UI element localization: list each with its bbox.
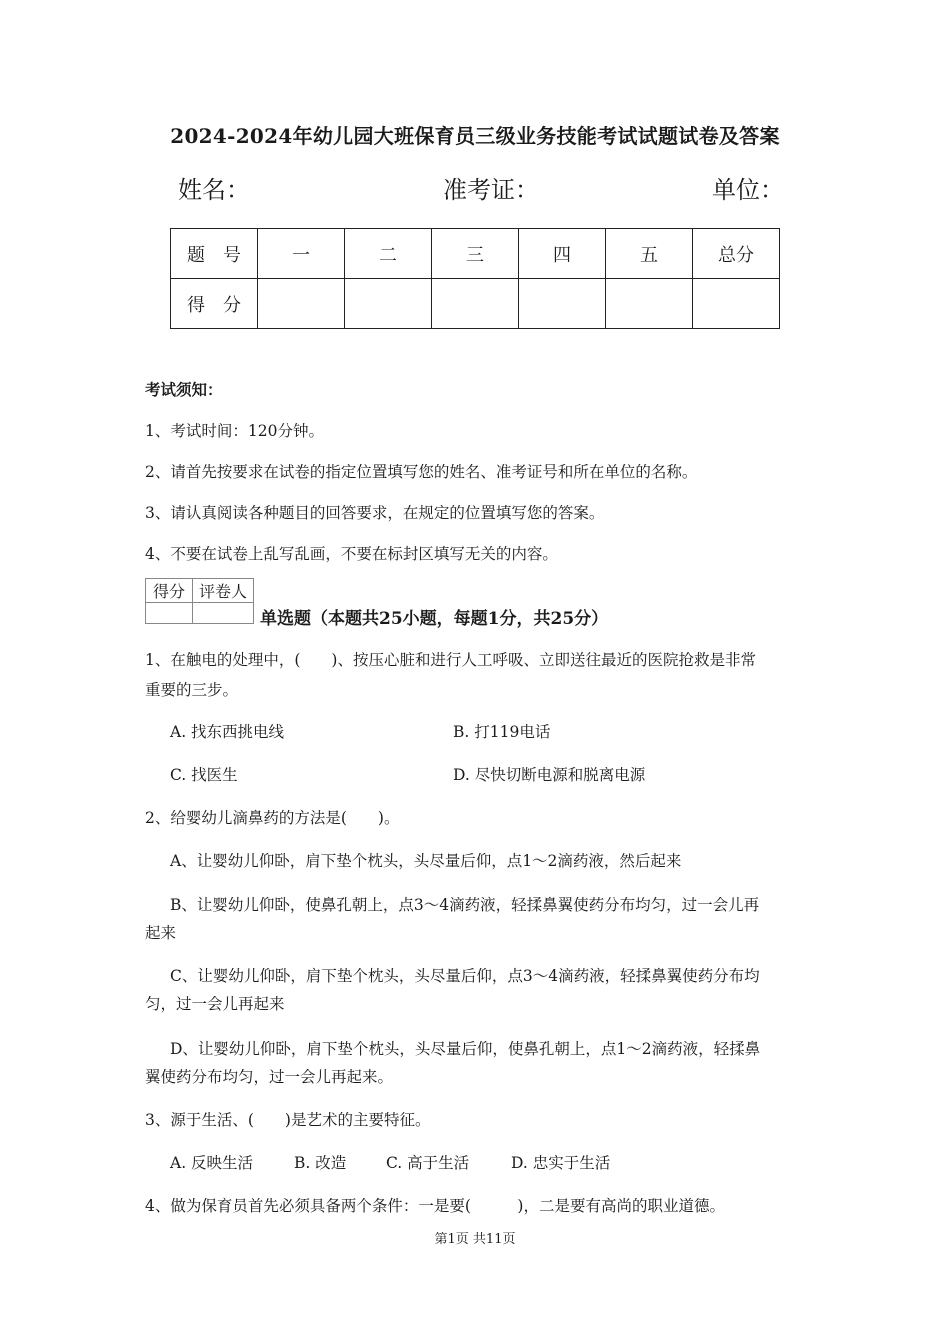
exam-id-label: 准考证： (443, 176, 539, 204)
notice-item: 1、考试时间：120分钟。 (145, 422, 324, 440)
grader-reviewer-label: 评卷人 (193, 579, 254, 603)
question-1-option-c[interactable]: C. 找医生 (170, 766, 238, 784)
score-table (170, 228, 780, 329)
notice-item: 2、请首先按要求在试卷的指定位置填写您的姓名、准考证号和所在单位的名称。 (145, 463, 698, 481)
notice-item: 4、不要在试卷上乱写乱画，不要在标封区填写无关的内容。 (145, 545, 558, 563)
question-2-stem: 2、给婴幼儿滴鼻药的方法是( )。 (145, 809, 400, 827)
grader-reviewer-cell[interactable] (193, 603, 254, 624)
score-cell: 得 分 (171, 279, 258, 329)
score-cell: 一 (258, 229, 345, 279)
question-2-option-b-cont[interactable]: 起来 (145, 924, 177, 942)
question-2-option-c-cont[interactable]: 匀，过一会儿再起来 (145, 995, 285, 1013)
grader-score-cell[interactable] (146, 603, 193, 624)
question-2-option-d-cont[interactable]: 翼使药分布均匀，过一会儿再起来。 (145, 1068, 394, 1086)
page-title: 2024-2024年幼儿园大班保育员三级业务技能考试试题试卷及答案 (170, 124, 780, 148)
score-cell: 五 (606, 229, 693, 279)
grader-score-label: 得分 (146, 579, 193, 603)
score-table-score-row (171, 279, 780, 329)
name-label: 姓名： (178, 176, 250, 204)
question-1-option-b[interactable]: B. 打119电话 (453, 723, 551, 741)
question-3-option-b[interactable]: B. 改造 (294, 1154, 347, 1172)
score-input-cell[interactable] (693, 279, 780, 329)
question-1-stem: 1、在触电的处理中，( )、按压心脏和进行人工呼吸、立即送往最近的医院抢救是非常 (145, 651, 756, 669)
question-1-option-a[interactable]: A. 找东西挑电线 (170, 723, 285, 741)
question-3-stem: 3、源于生活、( )是艺术的主要特征。 (145, 1111, 431, 1129)
notice-item: 3、请认真阅读各种题目的回答要求，在规定的位置填写您的答案。 (145, 504, 605, 522)
question-2-option-a[interactable]: A、让婴幼儿仰卧，肩下垫个枕头，头尽量后仰，点1～2滴药液，然后起来 (170, 852, 682, 870)
score-input-cell[interactable] (432, 279, 519, 329)
score-cell: 总分 (693, 229, 780, 279)
score-table-header-row (171, 229, 780, 279)
question-3-option-d[interactable]: D. 忠实于生活 (511, 1154, 611, 1172)
section-title: 单选题（本题共25小题，每题1分，共25分） (260, 609, 609, 629)
question-2-option-b[interactable]: B、让婴幼儿仰卧，使鼻孔朝上，点3～4滴药液，轻揉鼻翼使药分布均匀，过一会儿再 (170, 896, 760, 914)
question-2-option-c[interactable]: C、让婴幼儿仰卧，肩下垫个枕头，头尽量后仰，点3～4滴药液，轻揉鼻翼使药分布均 (170, 967, 760, 985)
notice-heading: 考试须知： (145, 380, 223, 399)
page-footer: 第1页 共11页 (434, 1232, 516, 1247)
score-cell: 题 号 (171, 229, 258, 279)
question-2-option-d[interactable]: D、让婴幼儿仰卧，肩下垫个枕头，头尽量后仰，使鼻孔朝上，点1～2滴药液，轻揉鼻 (170, 1040, 761, 1058)
question-1-option-d[interactable]: D. 尽快切断电源和脱离电源 (453, 766, 646, 784)
question-4-stem: 4、做为保育员首先必须具备两个条件：一是要( )，二是要有高尚的职业道德。 (145, 1197, 725, 1215)
score-input-cell[interactable] (258, 279, 345, 329)
unit-label: 单位： (712, 176, 784, 204)
grader-table (145, 578, 254, 624)
score-cell: 二 (345, 229, 432, 279)
question-3-option-c[interactable]: C. 高于生活 (386, 1154, 470, 1172)
score-cell: 四 (519, 229, 606, 279)
score-input-cell[interactable] (519, 279, 606, 329)
score-cell: 三 (432, 229, 519, 279)
score-input-cell[interactable] (606, 279, 693, 329)
question-3-option-a[interactable]: A. 反映生活 (170, 1154, 254, 1172)
score-input-cell[interactable] (345, 279, 432, 329)
question-1-stem-cont: 重要的三步。 (145, 681, 239, 699)
